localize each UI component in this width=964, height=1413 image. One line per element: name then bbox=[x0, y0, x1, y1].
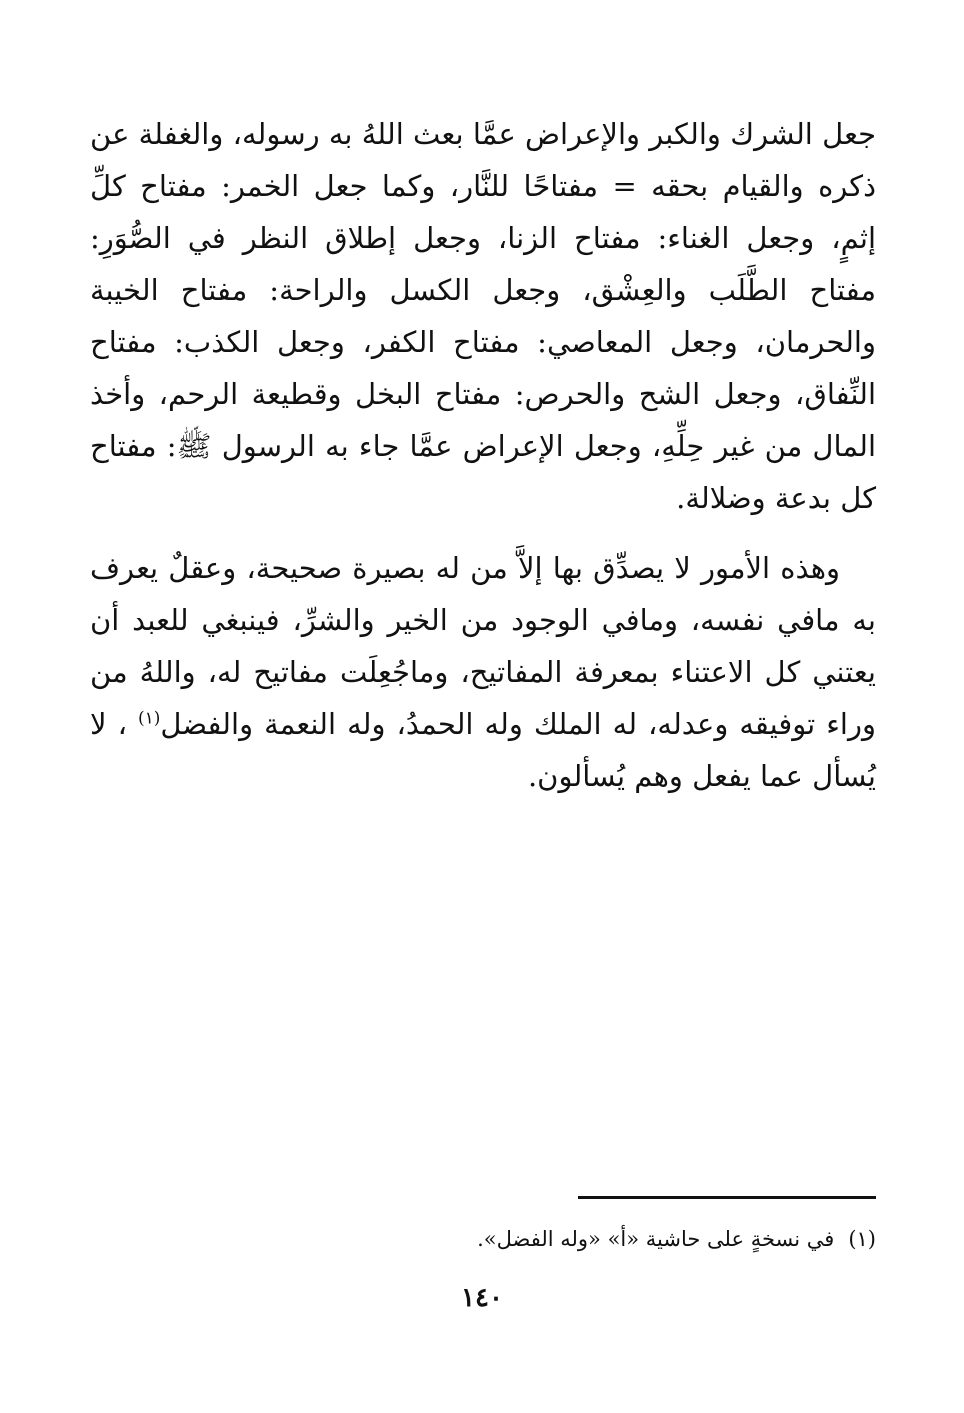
page-number: ١٤٠ bbox=[461, 1283, 503, 1313]
footnote bbox=[90, 1224, 876, 1254]
footnote-divider bbox=[578, 1196, 876, 1199]
footnote-text: في نسخةٍ على حاشية «أ» «وله الفضل». bbox=[477, 1227, 835, 1251]
footnote-reference[interactable]: (١) bbox=[137, 708, 161, 729]
paragraph-2-text: وهذه الأمور لا يصدِّق بها إلاَّ من له بصيرة صحيحة، وعقلٌ يعرف به مافي نفسه، ومافي الوجود من الخير والشرِّ، فينبغي للعبد أن يعتني كل الاعتناء بمعرفة المفاتيح، وماجُعِلَت مفاتيح له، واللهُ من وراء توفيقه وعدله، له الملك وله الحمدُ، وله النعمة والفضل bbox=[90, 551, 876, 741]
paragraph-2-ending: ، لا يُسأل عما يفعل وهم يُسألون. bbox=[90, 707, 876, 793]
footnote-number: (١) bbox=[848, 1227, 876, 1251]
paragraph-2 bbox=[90, 542, 876, 802]
page-body bbox=[90, 108, 876, 802]
paragraph-1: جعل الشرك والكبر والإعراض عمَّا بعث اللهُ به رسوله، والغفلة عن ذكره والقيام بحقه = مفتاحًا للنَّار، وكما جعل الخمر: مفتاح كلِّ إثمٍ، وجعل الغناء: مفتاح الزنا، وجعل إطلاق النظر في الصُّوَرِ: مفتاح الطَّلَب والعِشْق، وجعل الكسل والراحة: مفتاح الخيبة والحرمان، وجعل المعاصي: مفتاح الكفر، وجعل الكذب: مفتاح النِّفاق، وجعل الشح والحرص: مفتاح البخل وقطيعة الرحم، وأخذ المال من غير حِلِّهِ، وجعل الإعراض عمَّا جاء به الرسول ﷺ: مفتاح كل بدعة وضلالة. bbox=[90, 117, 876, 515]
